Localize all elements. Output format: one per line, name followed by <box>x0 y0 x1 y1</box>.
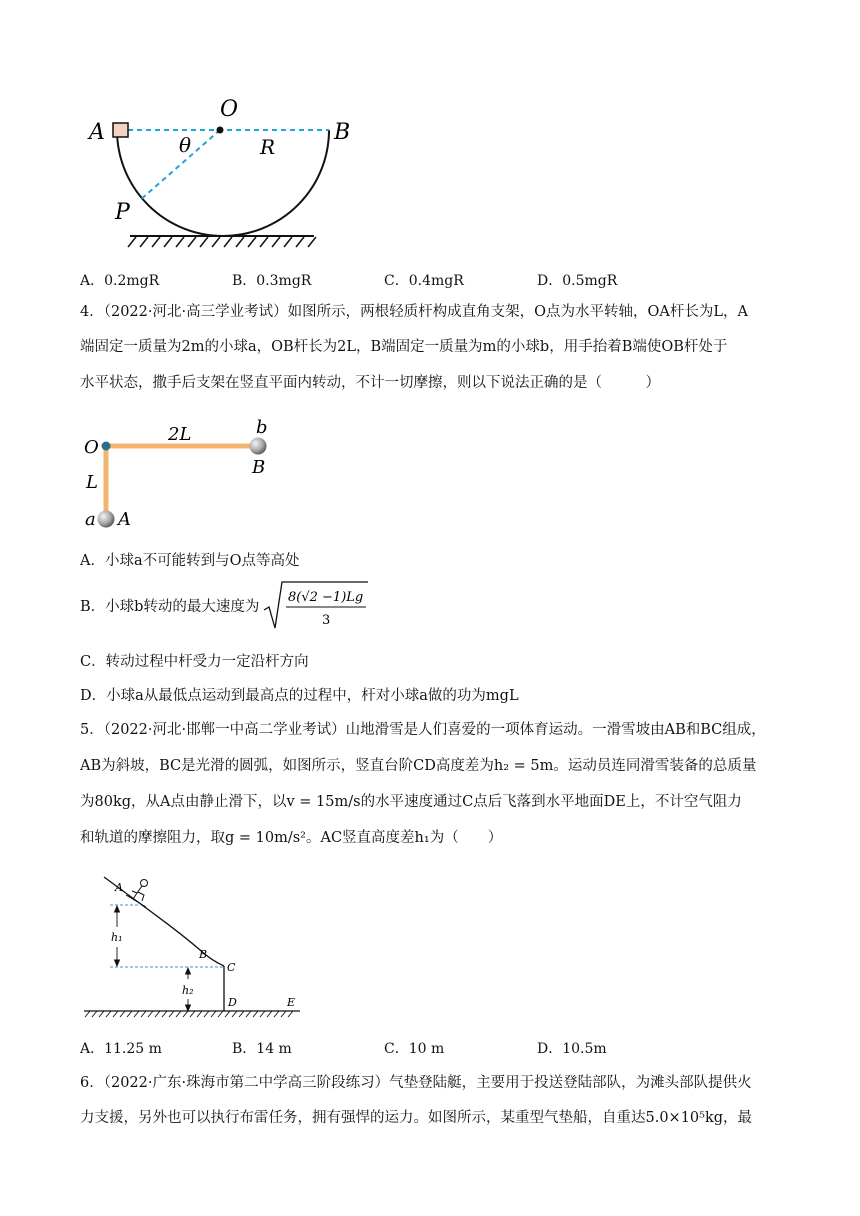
q4-stem-line-1: 4．（2022·河北·高三学业考试）如图所示，两根轻质杆构成直角支架，O点为水平转轴，OA杆长为L，A <box>80 304 748 320</box>
label-b: b <box>256 417 268 438</box>
fraction-numerator: 8(√2 −1)Lg <box>288 590 364 605</box>
q4-stem-line-3: 水平状态，撒手后支架在竖直平面内转动，不计一切摩擦，则以下说法正确的是（ ） <box>80 375 660 391</box>
ball-a-icon <box>98 511 115 528</box>
q6-stem-line-2: 力支援，另外也可以执行布雷任务，拥有强悍的运力。如图所示，某重型气垫船，自重达5.0×10⁵kg，最 <box>80 1110 753 1126</box>
q3-option-c[interactable]: C．0.4mgR <box>384 273 464 289</box>
label-O: O <box>84 437 99 458</box>
pivot-o <box>102 442 111 451</box>
ground-hatch <box>85 1011 293 1017</box>
q3-option-b[interactable]: B．0.3mgR <box>232 273 312 289</box>
q5-stem-line-1: 5．（2022·河北·邯郸一中高二学业考试）山地滑雪是人们喜爱的一项体育运动。一滑雪坡由AB和BC组成， <box>80 722 766 738</box>
q5-option-b[interactable]: B．14 m <box>232 1041 292 1057</box>
q5-option-d[interactable]: D．10.5m <box>537 1041 607 1057</box>
q4-option-c[interactable]: C．转动过程中杆受力一定沿杆方向 <box>80 654 309 670</box>
q4-option-d[interactable]: D．小球a从最低点运动到最高点的过程中，杆对小球a做的功为mgL <box>80 688 519 704</box>
label-h2: h₂ <box>182 984 194 997</box>
q5-option-c[interactable]: C．10 m <box>384 1041 445 1057</box>
label-L: L <box>86 472 98 493</box>
q4-option-b-prefix: B．小球b转动的最大速度为 <box>80 599 260 615</box>
fraction-denominator: 3 <box>322 613 331 628</box>
q4-stem-line-2: 端固定一质量为2m的小球a，OB杆长为2L，B端固定一质量为m的小球b，用手抬着B端使OB杆处于 <box>80 339 728 355</box>
block-icon <box>113 123 128 137</box>
q6-stem-line-1: 6．（2022·广东·珠海市第二中学高三阶段练习）气垫登陆艇，主要用于投送登陆部队，为滩头部队提供火 <box>80 1075 752 1091</box>
label-O: O <box>220 97 239 122</box>
label-C: C <box>227 961 236 974</box>
q5-stem-line-2: AB为斜坡，BC是光滑的圆弧，如图所示，竖直台阶CD高度差为h₂ = 5m。运动员连同滑雪装备的总质量 <box>80 758 757 774</box>
label-E: E <box>287 996 296 1009</box>
center-dot <box>217 127 224 134</box>
ball-b-icon <box>250 438 267 455</box>
skier-icon <box>126 880 148 908</box>
q4-option-a[interactable]: A．小球a不可能转到与O点等高处 <box>80 553 300 569</box>
label-A: A <box>118 509 131 530</box>
label-theta: θ <box>179 133 192 157</box>
label-A: A <box>89 120 105 145</box>
label-B: B <box>334 120 351 145</box>
label-h1: h₁ <box>111 931 123 944</box>
radical-sign <box>264 582 368 628</box>
label-B: B <box>199 948 208 961</box>
label-R: R <box>260 135 276 159</box>
q5-stem-line-3: 为80kg，从A点由静止滑下，以v = 15m/s的水平速度通过C点后飞落到水平地面DE上，不计空气阻力 <box>80 794 742 810</box>
label-a: a <box>85 509 96 530</box>
label-B: B <box>252 457 266 478</box>
sqrt-formula <box>262 580 372 632</box>
label-D: D <box>228 996 237 1009</box>
label-P: P <box>115 200 130 225</box>
label-A: A <box>115 881 123 894</box>
q5-stem-line-4: 和轨道的摩擦阻力，取g = 10m/s²。AC竖直高度差h₁为（ ） <box>80 830 503 846</box>
bowl-arc <box>117 130 329 236</box>
q3-option-a[interactable]: A．0.2mgR <box>80 273 160 289</box>
rod-figure <box>80 418 280 533</box>
ground-hatch <box>128 237 316 247</box>
label-2L: 2L <box>168 424 192 445</box>
q5-option-a[interactable]: A．11.25 m <box>80 1041 162 1057</box>
q3-option-d[interactable]: D．0.5mgR <box>537 273 618 289</box>
bowl-figure <box>80 90 351 250</box>
ski-slope-figure <box>82 875 304 1025</box>
